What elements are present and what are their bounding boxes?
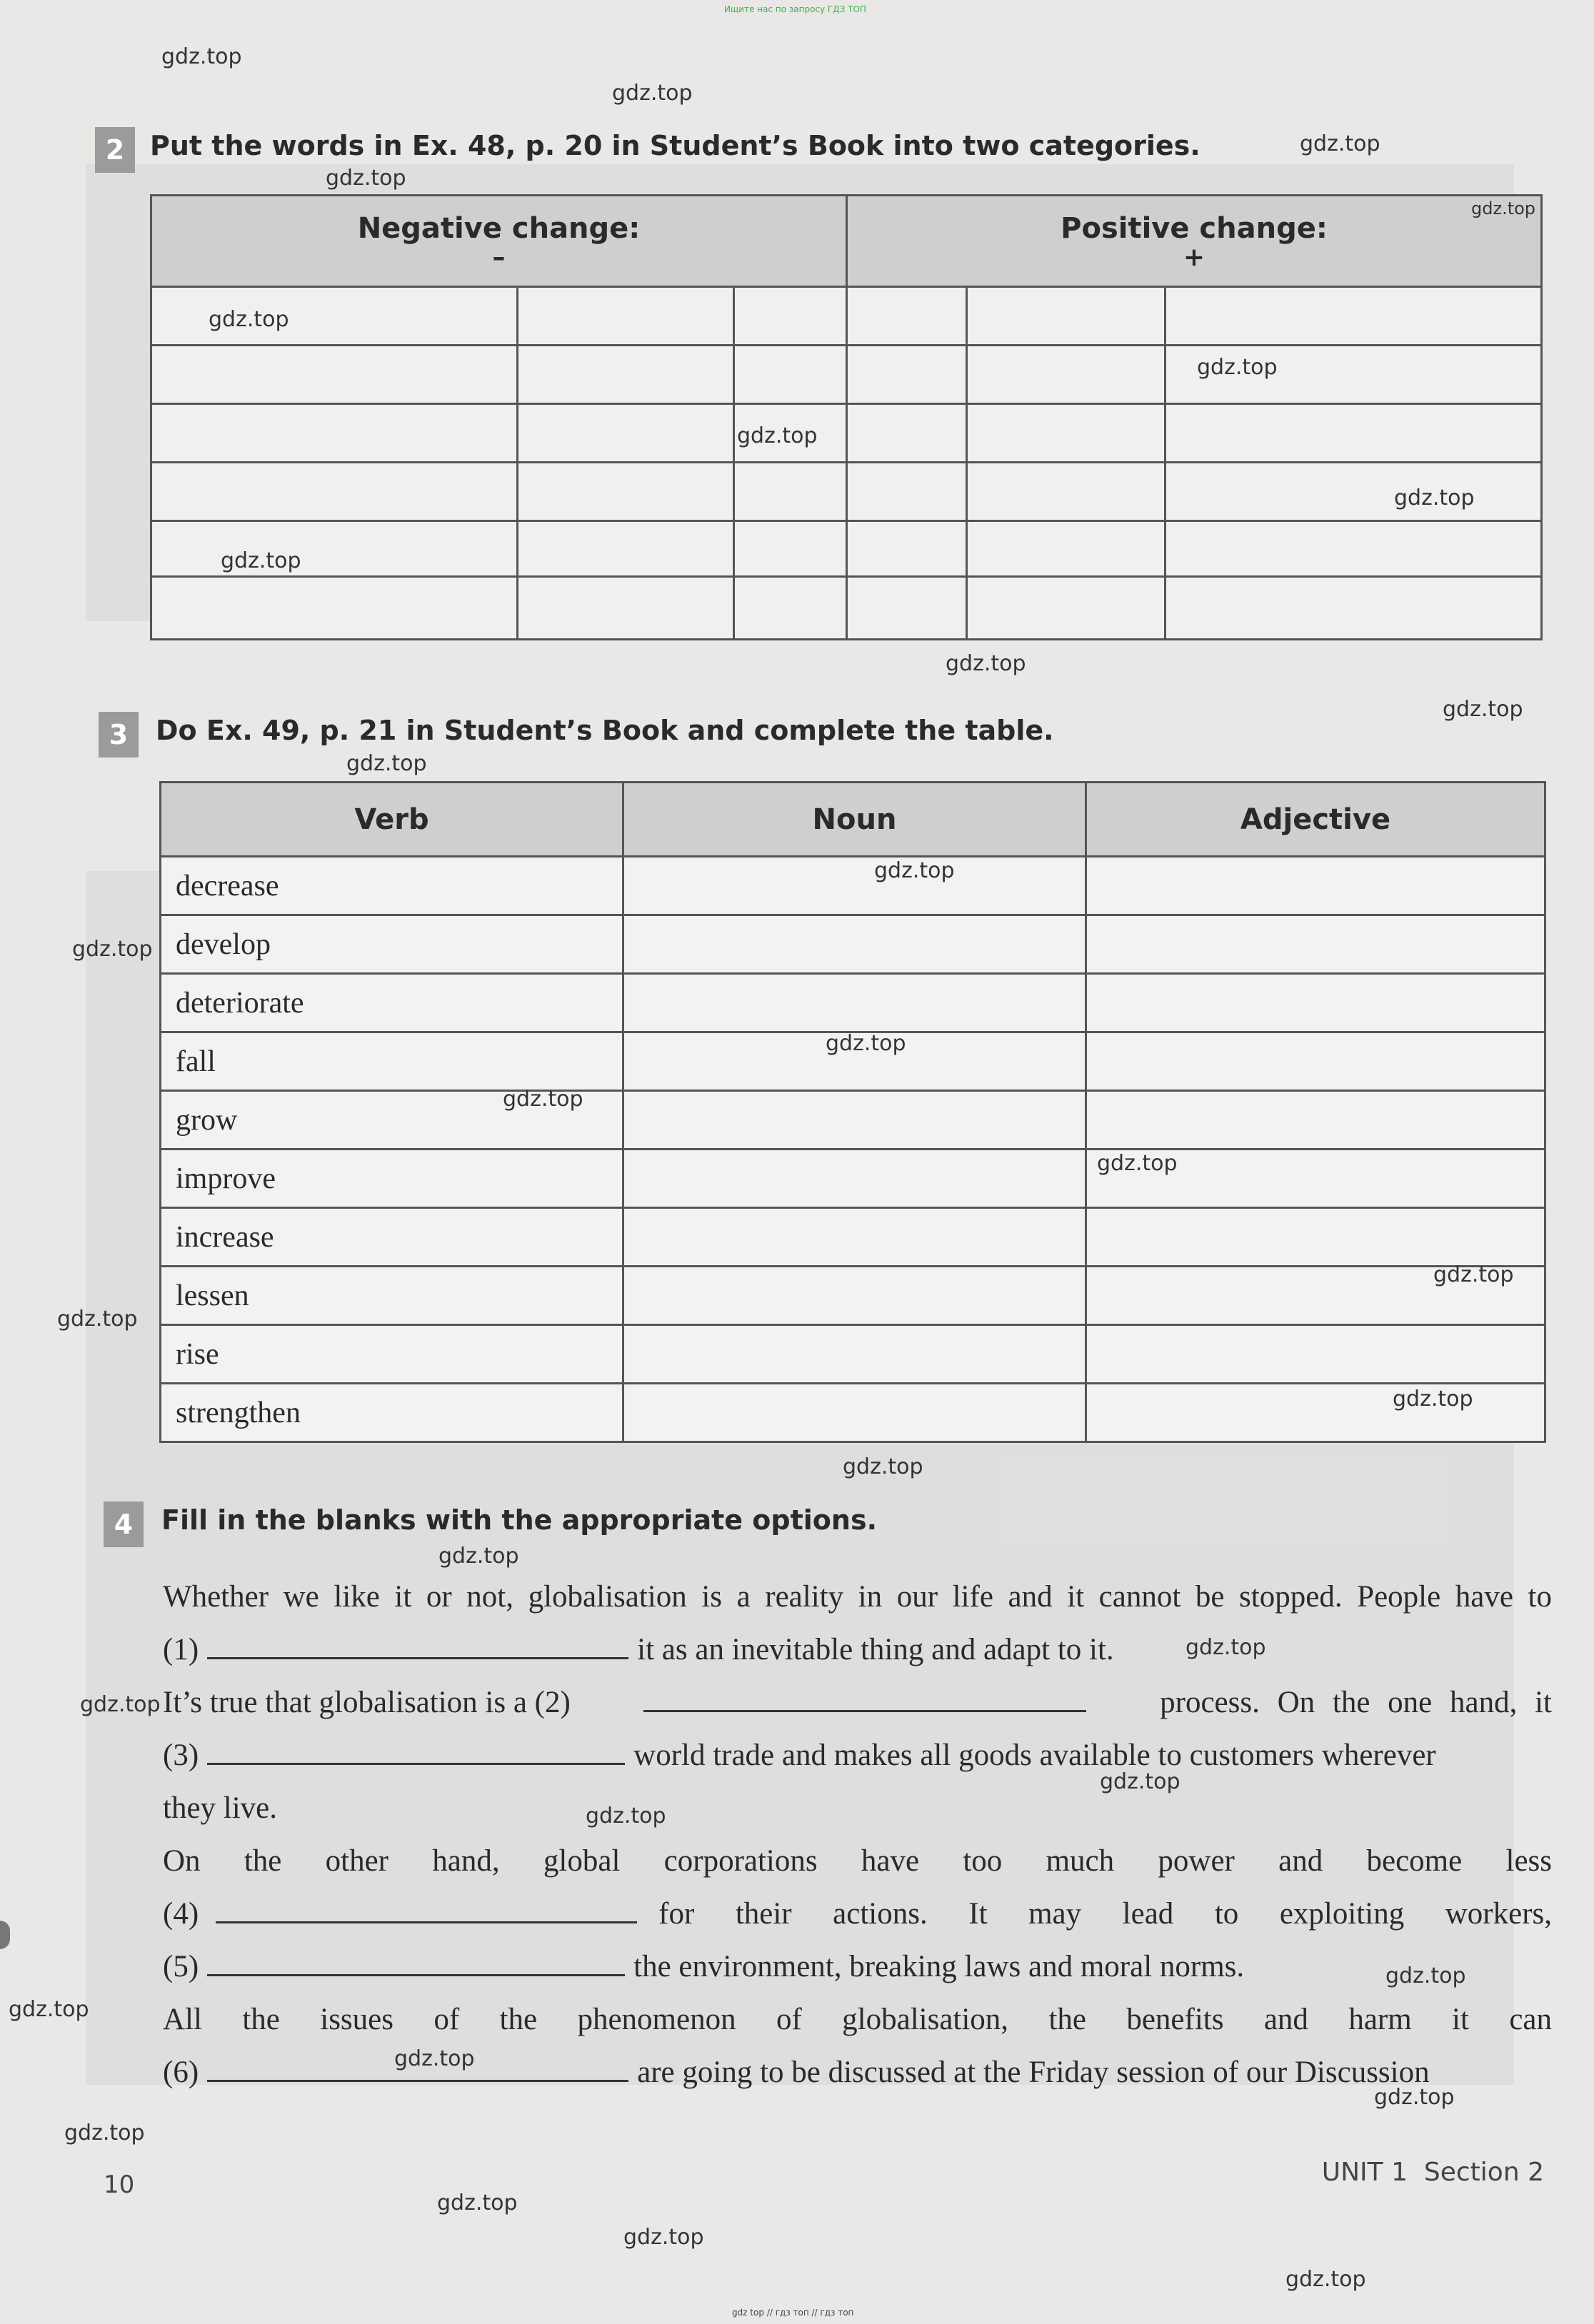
watermark: gdz.top [57,1307,138,1332]
verb-cell: lessen [161,1267,623,1325]
blank-5-number: (5) [163,1950,199,1983]
adjective-answer-cell[interactable] [1086,1091,1545,1150]
watermark: gdz.top [1100,1769,1181,1794]
blank-2[interactable] [643,1684,1086,1712]
blank-1-number: (1) [163,1633,199,1666]
exercise-2-number: 2 [95,127,135,173]
adjective-answer-cell[interactable] [1086,974,1545,1032]
blank-3[interactable] [207,1737,625,1765]
section-label: Section 2 [1423,2158,1544,2187]
verb-cell: rise [161,1325,623,1384]
exercise-4-number: 4 [104,1501,144,1547]
watermark: gdz.top [1394,486,1475,510]
watermark: gdz.top [826,1031,906,1056]
answer-cell[interactable] [151,346,518,404]
answer-cell[interactable] [847,346,967,404]
answer-cell[interactable] [518,287,734,346]
verb-header: Verb [161,783,623,857]
watermark: gdz.top [946,651,1026,676]
watermark: gdz.top [1300,131,1380,156]
verb-cell: fall [161,1032,623,1091]
answer-cell[interactable] [1166,521,1542,577]
answer-cell[interactable] [967,463,1166,521]
answer-cell[interactable] [847,521,967,577]
blank-5-text: the environment, breaking laws and moral norms. [633,1950,1245,1983]
watermark: gdz.top [1443,697,1523,722]
blank-4-number: (4) [163,1897,199,1931]
exercise-2-table [150,194,1543,640]
verb-cell: increase [161,1208,623,1267]
noun-answer-cell[interactable] [623,1325,1086,1384]
noun-answer-cell[interactable] [623,1267,1086,1325]
answer-cell[interactable] [847,463,967,521]
watermark: gdz.top [843,1454,923,1479]
watermark: gdz.top [1393,1387,1473,1412]
unit-label: UNIT 1 [1321,2158,1408,2187]
noun-answer-cell[interactable] [623,1384,1086,1442]
watermark: gdz.top [503,1087,583,1112]
answer-cell[interactable] [1166,404,1542,463]
watermark: gdz.top [221,548,301,573]
answer-cell[interactable] [967,346,1166,404]
answer-cell[interactable] [1166,287,1542,346]
watermark: gdz.top [72,937,153,962]
watermark: gdz.top [9,1997,89,2022]
exercise-4-line-1: Whether we like it or not, globalisation is a reality in our life and it cannot be stopped. People have to [163,1580,1552,1614]
answer-cell[interactable] [967,404,1166,463]
blank-6-number: (6) [163,2056,199,2089]
answer-cell[interactable] [967,287,1166,346]
adjective-answer-cell[interactable] [1086,857,1545,915]
watermark: gdz.top [1471,198,1536,218]
line-3-before: It’s true that globalisation is a (2) [163,1686,571,1719]
answer-cell[interactable] [518,404,734,463]
answer-cell[interactable] [734,346,847,404]
positive-change-header [847,196,1542,287]
answer-cell[interactable] [734,521,847,577]
page-number: 10 [104,2170,135,2199]
exercise-4-line-8 [163,1941,1552,1993]
exercise-4-line-2 [163,1624,1552,1676]
exercise-4-line-10 [163,2046,1552,2099]
verb-cell: grow [161,1091,623,1150]
noun-answer-cell[interactable] [623,915,1086,974]
watermark: gdz.top [326,166,406,191]
answer-cell[interactable] [151,404,518,463]
watermark: gdz.top [161,44,242,69]
answer-cell[interactable] [518,346,734,404]
adjective-answer-cell[interactable] [1086,1384,1545,1442]
verb-cell: strengthen [161,1384,623,1442]
page-edge-mark [0,1921,10,1949]
noun-answer-cell[interactable] [623,1091,1086,1150]
answer-cell[interactable] [151,463,518,521]
answer-cell[interactable] [967,521,1166,577]
blank-1-text: it as an inevitable thing and adapt to it. [637,1633,1114,1666]
noun-header: Noun [623,783,1086,857]
answer-cell[interactable] [1166,463,1542,521]
exercise-4-line-9: All the issues of the phenomenon of globalisation, the benefits and harm it can [163,2003,1552,2036]
answer-cell[interactable] [151,577,518,640]
watermark: gdz.top [1197,355,1278,380]
watermark: gdz.top [1433,1262,1514,1287]
watermark: gdz.top [438,1544,519,1569]
verb-cell: improve [161,1150,623,1208]
answer-cell[interactable] [847,577,967,640]
exercise-4-instruction: Fill in the blanks with the appropriate options. [161,1504,878,1536]
blank-1[interactable] [207,1631,628,1659]
noun-answer-cell[interactable] [623,1208,1086,1267]
exercise-3-table [159,781,1546,1443]
noun-answer-cell[interactable] [623,1150,1086,1208]
watermark: gdz.top [1385,1963,1466,1988]
blank-4-text: for their actions. It may lead to exploiting workers, [658,1897,1552,1931]
exercise-4-line-6: On the other hand, global corporations have too much power and become less [163,1844,1552,1878]
answer-cell[interactable] [151,287,518,346]
answer-cell[interactable] [151,521,518,577]
blank-4[interactable] [216,1896,637,1923]
noun-answer-cell[interactable] [623,974,1086,1032]
answer-cell[interactable] [518,463,734,521]
blank-6-text: are going to be discussed at the Friday session of our Discussion [637,2056,1430,2089]
verb-cell: develop [161,915,623,974]
noun-answer-cell[interactable] [623,857,1086,915]
blank-3-number: (3) [163,1739,199,1772]
watermark: gdz.top [1186,1635,1266,1660]
answer-cell[interactable] [967,577,1166,640]
positive-change-label: Positive change: [1061,211,1328,245]
watermark: gdz.top [586,1804,666,1828]
unit-section-label [1322,2158,1544,2187]
answer-cell[interactable] [518,521,734,577]
answer-cell[interactable] [734,287,847,346]
negative-change-label: Negative change: [357,211,641,245]
watermark: gdz.top [874,858,955,883]
answer-cell[interactable] [1166,577,1542,640]
blank-3-text: world trade and makes all goods available to customers wherever [633,1739,1436,1772]
verb-cell: deteriorate [161,974,623,1032]
bottom-banner[interactable]: gdz top // гдз топ // гдз топ [732,2308,854,2318]
exercise-4-line-3 [163,1676,1552,1729]
watermark: gdz.top [623,2225,704,2250]
watermark: gdz.top [394,2046,475,2071]
watermark: gdz.top [437,2190,518,2215]
answer-cell[interactable] [518,577,734,640]
answer-cell[interactable] [847,404,967,463]
answer-cell[interactable] [734,577,847,640]
watermark: gdz.top [64,2121,145,2146]
watermark: gdz.top [612,81,693,106]
watermark: gdz.top [80,1692,161,1717]
negative-change-header [151,196,847,287]
watermark: gdz.top [346,751,427,776]
watermark: gdz.top [1285,2267,1366,2292]
watermark: gdz.top [209,307,289,332]
adjective-header: Adjective [1086,783,1545,857]
adjective-answer-cell[interactable] [1086,1032,1545,1091]
exercise-2-instruction: Put the words in Ex. 48, p. 20 in Student’s Book into two categories. [150,130,1200,161]
exercise-4-line-5: they live. [163,1791,278,1825]
exercise-3-number: 3 [99,712,139,758]
answer-cell[interactable] [734,463,847,521]
plus-sign: + [1183,242,1205,272]
watermark: gdz.top [1374,2085,1455,2110]
adjective-answer-cell[interactable] [1086,1208,1545,1267]
watermark: gdz.top [737,423,818,448]
watermark: gdz.top [1097,1151,1178,1176]
minus-sign: – [492,242,506,272]
verb-cell: decrease [161,857,623,915]
adjective-answer-cell[interactable] [1086,915,1545,974]
blank-5[interactable] [207,1948,625,1976]
exercise-3-instruction: Do Ex. 49, p. 21 in Student’s Book and complete the table. [156,715,1054,746]
exercise-4-line-4 [163,1729,1552,1782]
top-banner[interactable]: Ищите нас по запросу ГДЗ ТОП [724,4,866,14]
adjective-answer-cell[interactable] [1086,1325,1545,1384]
answer-cell[interactable] [847,287,967,346]
line-3-after: process. On the one hand, it [1160,1686,1552,1719]
exercise-4-line-7 [163,1888,1552,1941]
